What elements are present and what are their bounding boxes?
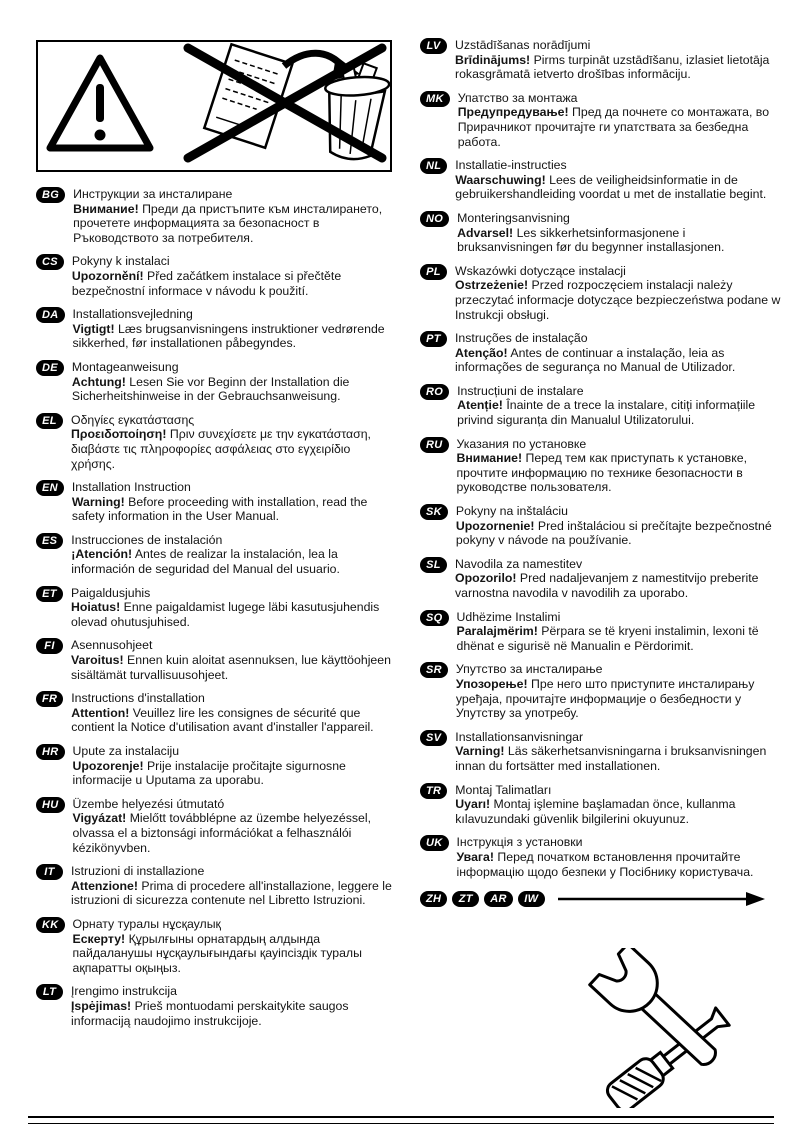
language-code-badge: ET <box>36 586 63 602</box>
language-section <box>36 480 392 524</box>
language-code-badge: FR <box>36 691 63 707</box>
warning-word: Paralajmërim! <box>456 624 538 639</box>
language-code-badge: HR <box>36 744 65 760</box>
language-code-badge: RU <box>420 437 449 453</box>
instruction-title: Pokyny na inštaláciu <box>455 504 568 519</box>
language-text-block <box>71 984 392 1028</box>
language-section <box>420 437 782 495</box>
language-code-badge: UK <box>420 835 449 851</box>
language-section <box>420 91 782 149</box>
language-code-badge: RO <box>420 384 449 400</box>
language-text-block <box>71 638 392 682</box>
warning-body-text: Les sikkerhetsinformasjonene i bruksanvisningen før du begynner installasjonen. <box>457 225 725 255</box>
warning-body-text: Pred inštaláciou si prečítajte bezpečnostné pokyny v návode na používanie. <box>455 518 772 548</box>
warning-body-text: Пред да почнете со монтажата, во Прирачникот прочитајте ги упатствата за безбедна работа. <box>457 105 770 149</box>
language-text-block <box>455 264 782 322</box>
language-text-block <box>73 744 393 788</box>
language-code-badge: IW <box>518 891 545 907</box>
warning-body-text: Před začátkem instalace si přečtěte bezpečnostní informace v návodu k použití. <box>71 268 342 298</box>
instruction-title: Üzembe helyezési útmutató <box>72 796 225 811</box>
warning-body-text: Mielőtt továbblépne az üzembe helyezéssel, olvassa el a biztonsági információkat a felhasználói kézikönyvben. <box>72 811 371 855</box>
warning-body-text: Before proceeding with installation, read the safety information in the User Manual. <box>71 494 368 524</box>
language-text-block <box>455 331 782 375</box>
footer-rule-bottom <box>28 1123 774 1124</box>
warning-word: Achtung! <box>71 374 126 389</box>
warning-body-text: Læs brugsanvisningens instruktioner vedrørende sikkerhed, før installationen påbegyndes. <box>72 321 385 351</box>
instruction-title: Udhëzime Instalimi <box>456 609 561 624</box>
instruction-title: Uzstādīšanas norādījumi <box>455 38 591 52</box>
instruction-title: Monteringsanvisning <box>457 210 570 225</box>
language-code-badge: SK <box>420 504 448 520</box>
instruction-title: Įrengimo instrukcija <box>71 984 177 999</box>
wrench-screwdriver-icon <box>552 948 757 1108</box>
language-code-badge: DA <box>36 307 65 323</box>
language-text-block <box>457 610 783 654</box>
language-section <box>36 307 392 351</box>
language-code-badge: DE <box>36 360 64 376</box>
warning-word: Внимание! <box>73 201 139 216</box>
warning-body-text: Prima di procedere all'installazione, leggere le istruzioni di sicurezza contenute nel Libretto Istruzioni. <box>71 878 392 908</box>
language-text-block <box>71 413 392 471</box>
warning-word: Advarsel! <box>457 225 514 240</box>
warning-word: Upozorenje! <box>72 758 144 773</box>
language-section <box>420 384 782 428</box>
warning-body-text: Перед початком встановлення прочитайте інформацію щодо безпеки у Посібнику користувача. <box>456 849 754 879</box>
warning-word: Waarschuwing! <box>455 172 546 187</box>
instruction-title: Орнату туралы нұсқаулық <box>72 916 221 931</box>
language-section <box>420 557 782 601</box>
language-code-badge: NO <box>420 211 449 227</box>
language-section <box>36 187 392 245</box>
language-section <box>36 797 392 855</box>
language-section <box>36 864 392 908</box>
language-code-badge: SR <box>420 662 448 678</box>
language-code-badge: IT <box>36 864 63 880</box>
language-text-block <box>71 864 392 908</box>
warning-word: Ostrzeżenie! <box>455 278 529 293</box>
language-section <box>36 360 392 404</box>
language-code-badge: NL <box>420 158 447 174</box>
warning-word: Attenzione! <box>71 878 138 893</box>
warning-body-text: Përpara se të kryeni instalimin, lexoni të dhënat e sigurisë në Manualin e Përdorimit. <box>456 624 759 653</box>
language-list-right <box>420 38 782 879</box>
language-code-badge: MK <box>420 91 450 107</box>
language-section <box>420 264 782 322</box>
language-text-block <box>73 917 393 975</box>
language-code-badge: AR <box>484 891 513 907</box>
other-languages-row <box>420 891 782 907</box>
warning-body-text: Перед тем как приступать к установке, прочтите информацию по технике безопасности в руководстве пользователя. <box>456 451 747 495</box>
warning-word: Įspėjimas! <box>71 998 132 1013</box>
language-text-block <box>455 557 782 601</box>
instruction-title: Wskazówki dotyczące instalacji <box>455 263 626 278</box>
language-section <box>420 38 782 82</box>
language-text-block <box>73 307 393 351</box>
language-code-badge: TR <box>420 783 447 799</box>
language-text-block <box>73 187 392 245</box>
warning-body-text: Enne paigaldamist lugege läbi kasutusjuhendis olevad ohutusjuhised. <box>71 600 380 629</box>
instruction-title: Упутство за инсталирање <box>455 662 603 677</box>
language-section <box>420 610 782 654</box>
warning-body-text: Antes de continuar a instalação, leia as informações de segurança no Manual de Utilizador. <box>455 345 736 375</box>
language-section <box>36 691 392 735</box>
language-code-badge: SL <box>420 557 447 573</box>
language-code-badge: EL <box>36 413 63 429</box>
warning-body-text: Prieš montuodami perskaitykite saugos informaciją naudojimo instrukcijoje. <box>71 998 349 1028</box>
warning-body-text: Преди да пристъпите към инсталирането, прочетете информацията за безопасност в Ръководството за потребителя. <box>73 201 383 245</box>
instruction-title: Montageanweisung <box>71 359 179 374</box>
warning-word: Varoitus! <box>71 653 124 668</box>
warning-word: Упозорење! <box>455 676 528 691</box>
warning-body-text: Înainte de a trece la instalare, citiți informațiile privind siguranța din Manualul Utilizatorului. <box>457 398 756 428</box>
instruction-title: Installationsvejledning <box>72 307 193 322</box>
language-code-badge: ZH <box>420 891 447 907</box>
instruction-title: Istruzioni di installazione <box>71 864 205 879</box>
warning-body-text: Құрылғыны орнатардың алдында пайдаланушы нұсқаулығындағы қауіпсіздік туралы ақпаратты оқыңыз. <box>72 931 362 975</box>
warning-body-text: Pred nadaljevanjem z namestitvijo preberite varnostna navodila v navodilih za uporabo. <box>455 571 759 600</box>
warning-body-text: Пре него што приступите инсталирању уређаја, прочитајте информације о безбедности у Упутству за употребу. <box>455 676 755 721</box>
language-section <box>36 586 392 630</box>
language-section <box>420 835 782 879</box>
instruction-title: Navodila za namestitev <box>455 556 583 571</box>
language-code-badge: LT <box>36 984 63 1000</box>
language-text-block <box>457 835 783 879</box>
instruction-title: Asennusohjeet <box>71 638 153 653</box>
warning-word: Upozornenie! <box>455 518 535 533</box>
language-text-block <box>457 384 782 428</box>
instruction-title: Инструкции за инсталиране <box>73 187 233 201</box>
instruction-title: Montaj Talimatları <box>455 782 552 797</box>
instruction-title: Instrucciones de instalación <box>71 532 223 547</box>
language-section <box>36 254 392 298</box>
warning-word: Ескерту! <box>72 931 126 946</box>
instruction-title: Instrucțiuni de instalare <box>457 383 584 398</box>
instruction-title: Paigaldusjuhis <box>71 585 151 600</box>
instruction-title: Pokyny k instalaci <box>71 254 170 269</box>
language-text-block <box>458 91 782 149</box>
language-section <box>420 158 782 202</box>
instruction-title: Instruções de instalação <box>455 331 588 346</box>
language-list-left <box>36 187 392 1028</box>
warning-word: Varning! <box>455 744 505 759</box>
language-section <box>420 662 782 720</box>
other-language-badges <box>420 891 545 907</box>
language-text-block <box>457 211 782 255</box>
language-code-badge: ES <box>36 533 63 549</box>
warning-body-text: Pirms turpināt uzstādīšanu, izlasiet lietotāja rokasgrāmatā ietverto drošības informāciju. <box>455 52 770 82</box>
warning-word: Atenção! <box>455 345 508 360</box>
warning-body-text: Lees de veiligheidsinformatie in de gebruikershandleiding voordat u met de installatie begint. <box>455 172 767 202</box>
warning-word: Atenție! <box>457 398 503 413</box>
warning-body-text: Antes de realizar la instalación, lea la información de seguridad del Manual del usuario. <box>71 547 340 577</box>
warning-word: Vigtigt! <box>72 321 115 336</box>
arrow-right-icon <box>556 891 766 907</box>
warning-body-text: Ennen kuin aloitat asennuksen, lue käyttöohjeen sisältämät turvallisuusohjeet. <box>71 653 391 682</box>
instruction-title: Інструкція з установки <box>456 835 583 850</box>
language-text-block <box>73 797 393 855</box>
warning-word: Hoiatus! <box>71 600 121 615</box>
language-section <box>420 783 782 827</box>
language-text-block <box>455 783 782 827</box>
language-code-badge: SV <box>420 730 447 746</box>
warning-body-text: Montaj işlemine başlamadan önce, kullanma kılavuzundaki güvenlik bilgilerini okuyunuz. <box>455 797 736 826</box>
instruction-title: Installatie-instructies <box>455 158 567 173</box>
warning-word: Προειδοποίηση! <box>71 427 167 442</box>
language-section <box>420 504 782 548</box>
language-section <box>420 730 782 774</box>
right-column <box>420 38 782 907</box>
warning-body-text: Πριν συνεχίσετε με την εγκατάσταση, διαβάστε τις πληροφορίες ασφάλειας στο εγχειρίδιο χρήσης. <box>71 427 371 471</box>
warning-triangle-icon <box>50 58 150 148</box>
language-section <box>420 331 782 375</box>
language-section <box>36 744 392 788</box>
language-section <box>36 413 392 471</box>
language-text-block <box>72 254 392 298</box>
instruction-title: Installationsanvisningar <box>455 729 584 744</box>
language-text-block <box>72 480 392 524</box>
language-text-block <box>457 437 783 495</box>
instruction-title: Упатство за монтажа <box>457 90 578 105</box>
instruction-title: Installation Instruction <box>71 480 191 495</box>
do-not-discard-manual-illustration <box>36 40 392 172</box>
language-text-block <box>455 38 782 82</box>
warning-word: Uyarı! <box>455 797 491 812</box>
warning-body-text: Läs säkerhetsanvisningarna i bruksanvisningen innan du fortsätter med installationen. <box>455 744 767 773</box>
language-code-badge: LV <box>420 38 447 54</box>
warning-word: Upozornění! <box>71 268 144 283</box>
language-code-badge: EN <box>36 480 64 496</box>
instruction-title: Instructions d'installation <box>71 691 205 706</box>
warning-body-text: Lesen Sie vor Beginn der Installation die Sicherheitshinweise in der Gebrauchsanweisung. <box>71 374 350 404</box>
language-text-block <box>455 730 782 774</box>
language-code-badge: KK <box>36 917 65 933</box>
language-text-block <box>71 691 392 735</box>
language-code-badge: ZT <box>452 891 479 907</box>
language-text-block <box>456 504 782 548</box>
language-text-block <box>456 662 782 720</box>
language-code-badge: BG <box>36 187 65 203</box>
language-text-block <box>71 533 392 577</box>
language-code-badge: PT <box>420 331 447 347</box>
language-section <box>36 917 392 975</box>
language-code-badge: HU <box>36 797 65 813</box>
language-section <box>36 533 392 577</box>
language-text-block <box>72 360 392 404</box>
language-section <box>36 638 392 682</box>
language-text-block <box>455 158 782 202</box>
instruction-title: Οδηγίες εγκατάστασης <box>71 412 195 427</box>
language-section <box>420 211 782 255</box>
warning-word: Внимание! <box>456 451 523 466</box>
warning-body-text: Przed rozpoczęciem instalacji należy przeczytać informacje dotyczące bezpieczeństwa podane w Instrukcji obsługi. <box>455 278 781 322</box>
instruction-title: Указания по установке <box>456 436 587 451</box>
warning-discard-illustration-svg <box>38 42 390 170</box>
instruction-title: Upute za instalaciju <box>72 744 180 758</box>
tools-illustration <box>552 948 757 1108</box>
warning-word: Предупредување! <box>457 105 569 120</box>
warning-word: Vigyázat! <box>72 811 127 826</box>
warning-word: Warning! <box>71 494 125 509</box>
language-code-badge: SQ <box>420 610 449 626</box>
language-text-block <box>71 586 392 630</box>
language-section <box>36 984 392 1028</box>
warning-word: Attention! <box>71 705 130 720</box>
warning-word: ¡Atención! <box>71 547 133 562</box>
footer-rule-top <box>28 1116 774 1118</box>
language-code-badge: PL <box>420 264 447 280</box>
warning-word: Brīdinājums! <box>455 52 531 67</box>
warning-word: Opozorilo! <box>455 571 517 586</box>
warning-body-text: Prije instalacije pročitajte sigurnosne informacije u Uputama za uporabu. <box>72 758 346 788</box>
language-code-badge: FI <box>36 638 63 654</box>
warning-word: Увага! <box>456 849 494 864</box>
language-code-badge: CS <box>36 254 64 270</box>
left-column <box>36 40 392 1028</box>
warning-body-text: Veuillez lire les consignes de sécurité que contient la Notice d'utilisation avant d'installer l'appareil. <box>71 705 374 735</box>
